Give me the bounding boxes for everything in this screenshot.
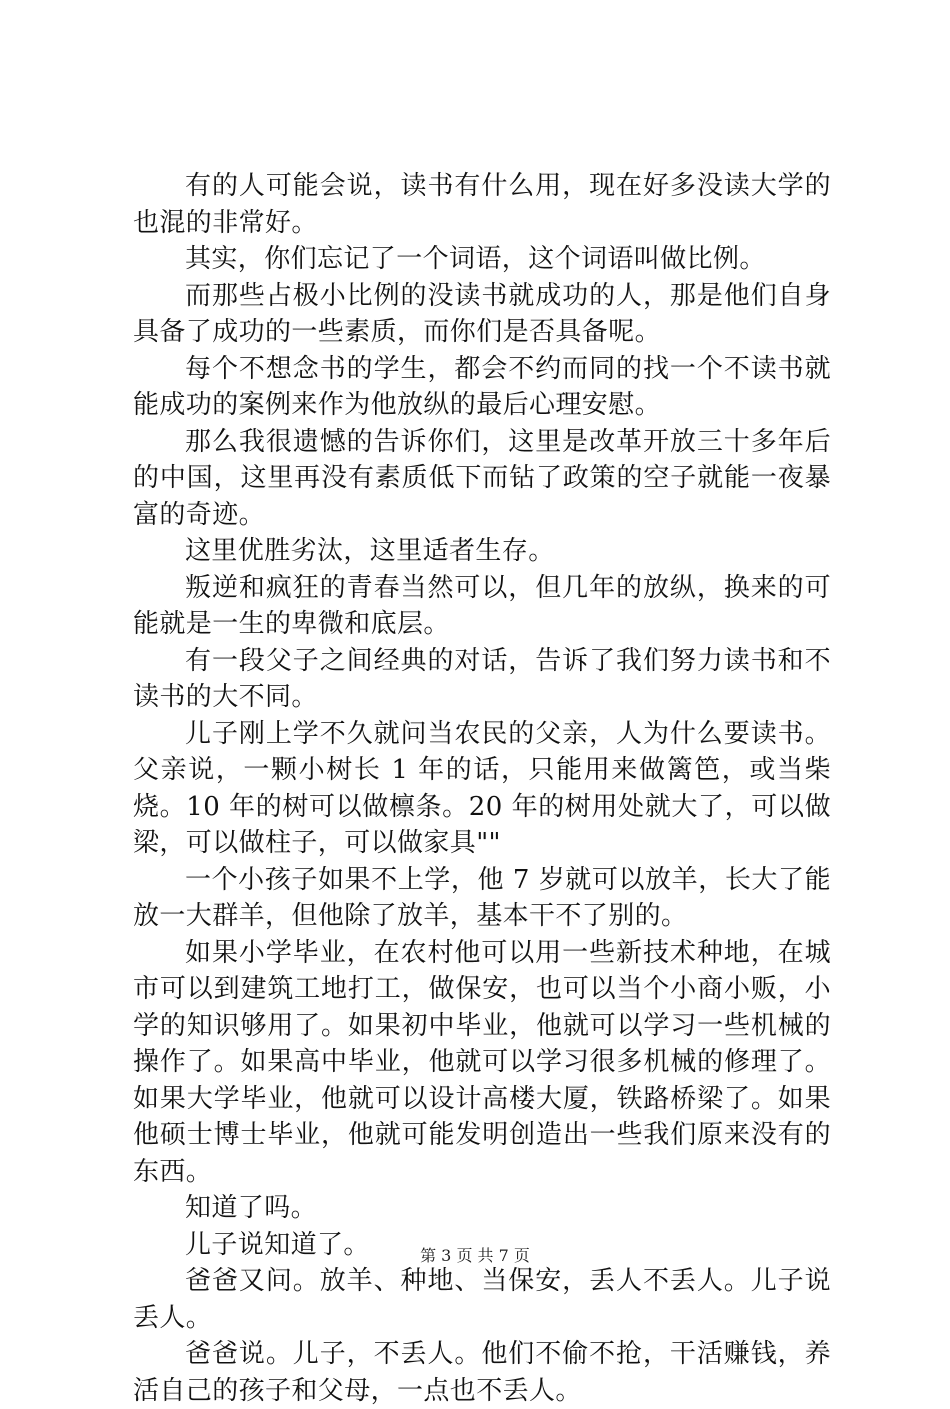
paragraph: 其实，你们忘记了一个词语，这个词语叫做比例。 [185,244,766,274]
paragraph: 知道了吗。 [185,1193,318,1223]
paragraph: 儿子刚上学不久就问当农民的父亲，人为什么要读书。父亲说，一颗小树长 1 年的话，只能用来做篱笆，或当柴烧。10 年的树可以做檩条。20 年的树用处就大了，可以做梁，可以做柱子，可以做家具"" [133,718,831,858]
paragraph: 每个不想念书的学生，都会不约而同的找一个不读书就能成功的案例来作为他放纵的最后心理安慰。 [133,353,831,420]
paragraph: 如果小学毕业，在农村他可以用一些新技术种地，在城市可以到建筑工地打工，做保安，也可以当个小商小贩，小学的知识够用了。如果初中毕业，他就可以学习一些机械的操作了。如果高中毕业，他就可以学习很多机械的修理了。如果大学毕业，他就可以设计高楼大厦，铁路桥梁了。如果他硕士博士毕业，他就可能发明创造出一些我们原来没有的东西。 [133,937,831,1187]
paragraph: 有的人可能会说，读书有什么用，现在好多没读大学的也混的非常好。 [133,171,831,238]
paragraph: 一个小孩子如果不上学，他 7 岁就可以放羊，长大了能放一大群羊，但他除了放羊，基本干不了别的。 [133,864,831,931]
paragraph: 那么我很遗憾的告诉你们，这里是改革开放三十多年后的中国，这里再没有素质低下而钻了政策的空子就能一夜暴富的奇迹。 [133,426,831,530]
paragraph: 叛逆和疯狂的青春当然可以，但几年的放纵，换来的可能就是一生的卑微和底层。 [133,572,831,639]
body-text [133,168,831,1409]
page-number: 第 3 页 共 7 页 [420,1246,530,1265]
paragraph: 而那些占极小比例的没读书就成功的人，那是他们自身具备了成功的一些素质，而你们是否具备呢。 [133,280,831,347]
paragraph: 爸爸说。儿子，不丢人。他们不偷不抢，干活赚钱，养活自己的孩子和父母，一点也不丢人。 [133,1339,831,1406]
paragraph: 儿子说知道了。 [185,1229,370,1260]
page-footer [0,1246,950,1266]
paragraph: 有一段父子之间经典的对话，告诉了我们努力读书和不读书的大不同。 [133,645,831,712]
paragraph: 爸爸又问。放羊、种地、当保安，丢人不丢人。儿子说丢人。 [133,1266,831,1333]
paragraph: 这里优胜劣汰，这里适者生存。 [185,536,555,566]
